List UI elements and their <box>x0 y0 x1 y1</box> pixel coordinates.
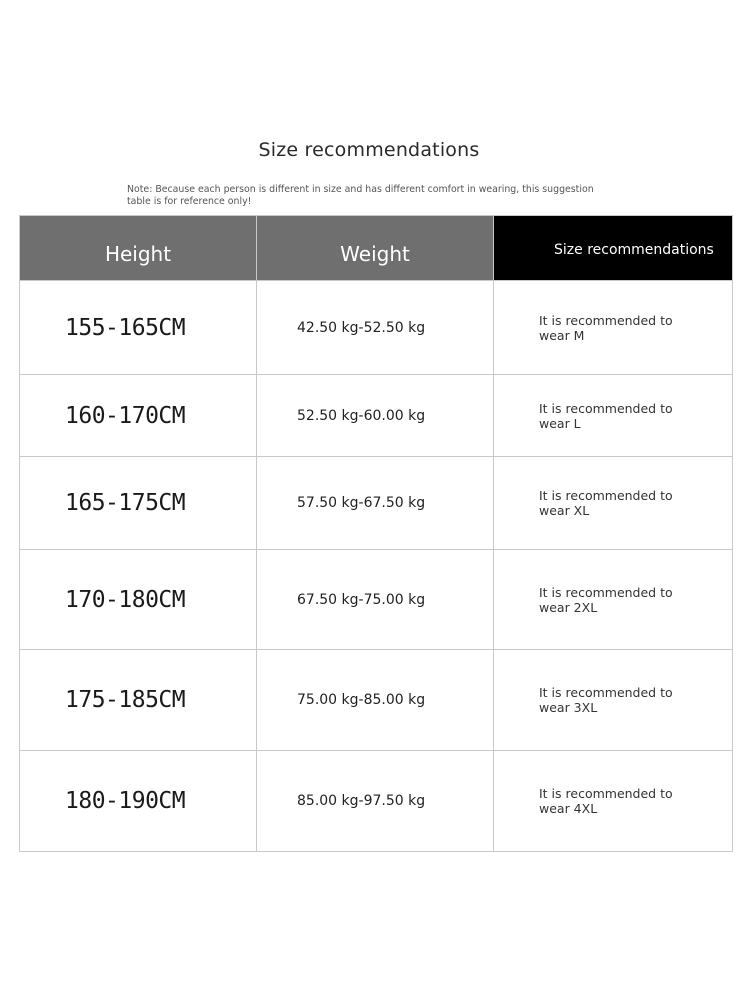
height-cell: 170-180CM <box>20 550 257 650</box>
recommendation-cell <box>494 751 733 852</box>
recommendation-cell <box>494 375 733 457</box>
height-cell: 180-190CM <box>20 751 257 852</box>
header-weight <box>257 216 494 281</box>
height-cell: 165-175CM <box>20 457 257 550</box>
height-cell: 160-170CM <box>20 375 257 457</box>
weight-cell: 75.00 kg-85.00 kg <box>257 650 494 751</box>
table-row <box>20 550 733 650</box>
weight-cell: 67.50 kg-75.00 kg <box>257 550 494 650</box>
table-row <box>20 650 733 751</box>
recommendation-text: It is recommended to wear 3XL <box>539 685 673 715</box>
header-size-label: Size recommendations <box>554 242 714 258</box>
recommendation-text: It is recommended to wear 4XL <box>539 786 673 816</box>
recommendation-cell <box>494 457 733 550</box>
header-height-label: Height <box>104 242 172 266</box>
weight-cell: 57.50 kg-67.50 kg <box>257 457 494 550</box>
recommendation-text: It is recommended to wear 2XL <box>539 584 673 615</box>
size-table <box>19 215 733 852</box>
header-weight-label: Weight <box>340 242 410 266</box>
recommendation-cell <box>494 550 733 650</box>
table-row <box>20 457 733 550</box>
height-cell: 175-185CM <box>20 650 257 751</box>
recommendation-cell <box>494 281 733 375</box>
height-cell: 155-165CM <box>20 281 257 375</box>
table-header-row <box>20 216 733 281</box>
weight-cell: 42.50 kg-52.50 kg <box>257 281 494 375</box>
recommendation-text: It is recommended to wear XL <box>539 488 673 518</box>
header-height <box>20 216 257 281</box>
header-size <box>494 216 733 281</box>
recommendation-text: It is recommended to wear L <box>539 400 673 431</box>
weight-cell: 85.00 kg-97.50 kg <box>257 751 494 852</box>
recommendation-cell <box>494 650 733 751</box>
table-row <box>20 375 733 457</box>
page-title: Size recommendations <box>258 139 480 161</box>
table-row <box>20 281 733 375</box>
weight-cell: 52.50 kg-60.00 kg <box>257 375 494 457</box>
recommendation-text: It is recommended to wear M <box>539 312 673 343</box>
reference-note: Note: Because each person is different in size and has different comfort in wearing, this suggestion table is for reference only! <box>127 184 594 207</box>
table-row <box>20 751 733 852</box>
